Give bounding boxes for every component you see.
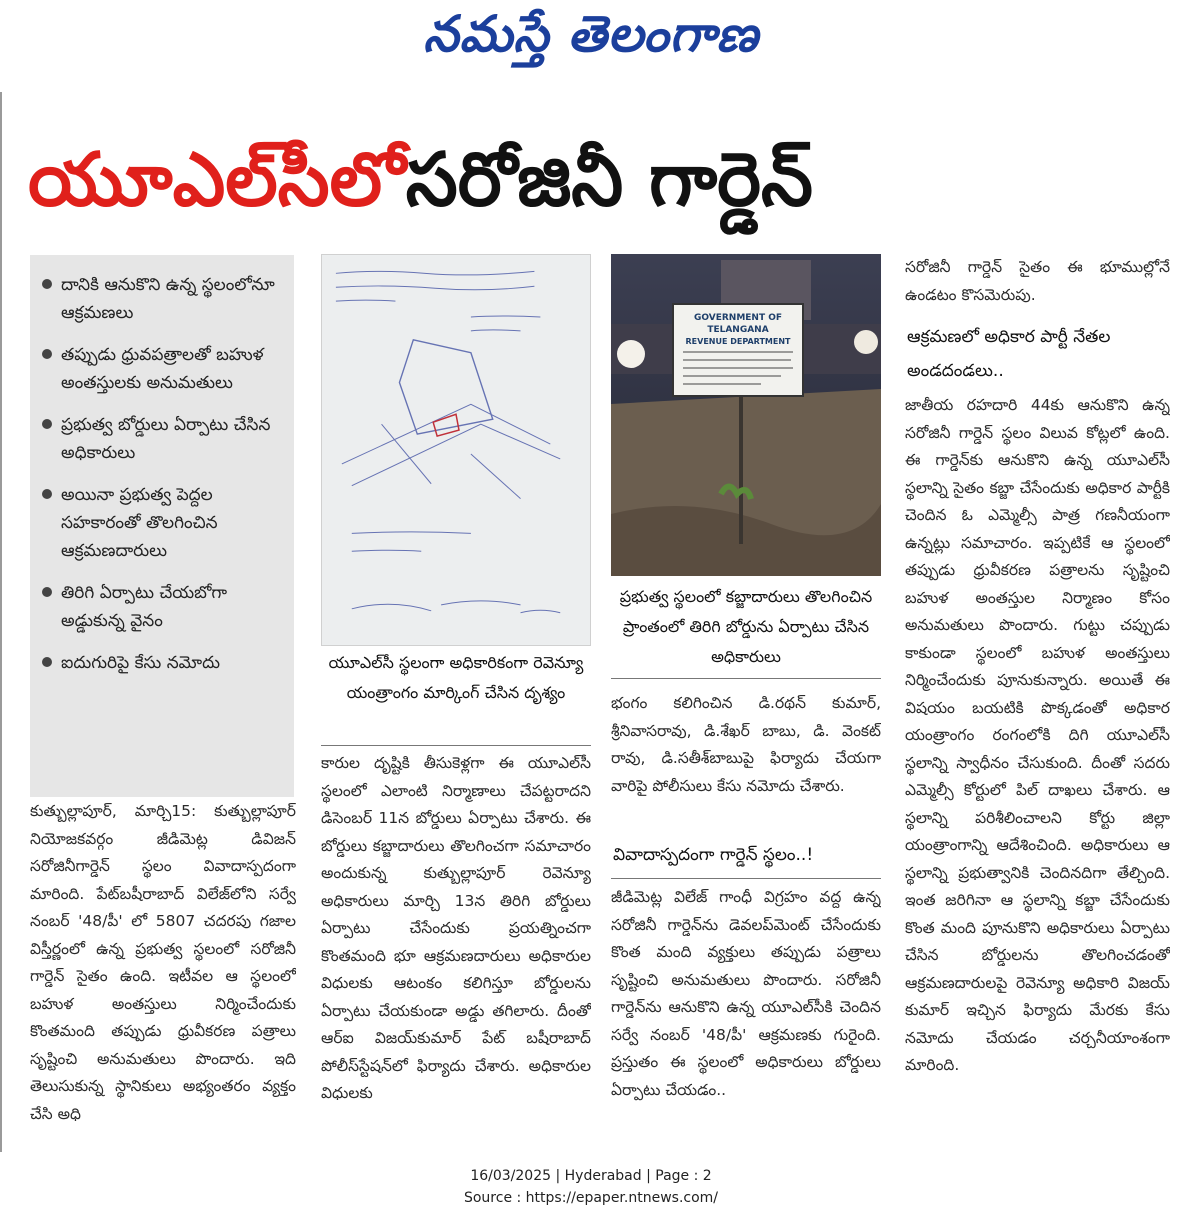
article-text: కారుల దృష్టికి తీసుకెళ్లగా ఈ యూఎల్‌సీ స్థలంలో ఎలాంటి నిర్మాణాలు చేపట్టరాదని డిసెంబర్ 11న బోర్డులు ఏర్పాటు చేశారు. ఈ బోర్డులు కబ్జాదారులు తొలగించగా సమాచారం అందుకున్న కుత్బుల్లాపూర్ రెవెన్యూ అధికారులు మార్చి 13న తిరిగి బోర్డులు ఏర్పాటు చేసేందుకు ప్రయత్నించగా కొంతమంది భూ ఆక్రమణదారులు అధికారుల విధులకు ఆటంకం కలిగిస్తూ బోర్డులను ఏర్పాటు చేయకుండా అడ్డు తగిలారు. దీంతో ఆర్‌ఐ విజయ్‌కుమార్ పేట్ బషీరాబాద్ పోలీస్‌స్టేషన్‌లో ఫిర్యాదు చేశారు. అధికారుల విధులకు — [321, 754, 591, 1102]
article-column-3b — [611, 884, 881, 1146]
article-text: జాతీయ రహదారి 44కు ఆనుకొని ఉన్న సరోజినీ గార్డెన్ స్థలం విలువ కోట్లలో ఉంది. ఈ గార్డెన్‌కు ఆనుకొని ఉన్న యూఎల్‌సీ స్థలాన్ని సైతం కబ్జా చేసేందుకు అధికార పార్టీకి చెందిన ఓ ఎమ్మెల్సీ పాత్ర గణనీయంగా ఉన్నట్లు సమాచారం. ఇప్పటికే ఆ స్థలంలో తప్పుడు ధ్రువీకరణ పత్రాలను సృష్టించి బహుళ అంతస్తుల నిర్మాణం కోసం అనుమతులు పొందారు. గుట్టు చప్పుడు కాకుండా స్థలంలో బహుళ అంతస్తులు నిర్మించేందుకు పూనుకున్నారు. అయితే ఈ విషయం బయటికి పొక్కడంతో అధికార యంత్రాంగం రంగంలోకి దిగి యూఎల్‌సీ స్థలాన్ని స్వాధీనం చేసుకుంది. దీంతో సదరు ఎమ్మెల్సీ కోర్టులో పిల్ దాఖలు చేశారు. ఆ స్థలాన్ని పరిశీలించాలని కోర్టు జిల్లా యంత్రాంగాన్ని ఆదేశించింది. అధికారులు ఆ స్థలాన్ని ప్రభుత్వానికి చెందినదిగా తేల్చింది. ఇంత జరిగినా ఆ స్థలాన్ని కబ్జా చేసేందుకు కొంత మంది పూనుకొని అధికారులు ఏర్పాటు చేసిన బోర్డులను తొలగించడంతో ఆక్రమణదారులపై రెవెన్యూ అధికారి విజయ్ కుమార్ ఇచ్చిన ఫిర్యాదు మేరకు కేసు నమోదు చేయడం చర్చనీయాంశంగా మారింది. — [905, 396, 1170, 1074]
board-line-2: TELANGANA — [707, 325, 769, 335]
footer-source-line: Source : https://epaper.ntnews.com/ — [463, 1190, 719, 1206]
headline — [28, 120, 1168, 240]
photo-caption: ప్రభుత్వ స్థలంలో కబ్జాదారులు తొలగించిన ప్రాంతంలో తిరిగి బోర్డును ఏర్పాటు చేసిన అధికారులు — [619, 587, 873, 666]
bullet-icon — [42, 657, 52, 667]
article-text: భంగం కలిగించిన డి.రథన్ కుమార్, శ్రీనివాసరావు, డి.శేఖర్ బాబు, డి. వెంకట్ రావు, డి.సతీశ్‌బాబుపై ఫిర్యాదు చేయగా వారిపై పోలీసులు కేసు నమోదు చేశారు. — [611, 694, 881, 795]
article-text: కుత్బుల్లాపూర్, మార్చి15: కుత్బుల్లాపూర్ నియోజకవర్గం జీడిమెట్ల డివిజన్ సరోజినీగార్డెన్ స్థలం వివాదాస్పదంగా మారింది. పేట్‌బషీరాబాద్ విలేజ్‌లోని సర్వే నంబర్ '48/పీ' లో 5807 చదరపు గజాల విస్తీర్ణంలో ఉన్న ప్రభుత్వ స్థలంలో సరోజినీ గార్డెన్ సైతం ఉంది. ఇటీవల ఆ స్థలంలో బహుళ అంతస్తులు నిర్మించేందుకు కొంతమంది తప్పుడు ధ్రువీకరణ పత్రాలు సృష్టించి అనుమతులు పొందారు. ఇది తెలుసుకున్న స్థానికులు అభ్యంతరం వ్యక్తం చేసి అధి — [30, 802, 296, 1123]
headline-black-part: సరోజినీ గార్డెన్ — [405, 137, 813, 223]
board-line-3: REVENUE DEPARTMENT — [685, 337, 791, 346]
newspaper-logo: నమస్తే తెలంగాణ — [423, 4, 759, 63]
highlight-item: అయినా ప్రభుత్వ పెద్దల సహకారంతో తొలగించిన ఆక్రమణదారులు — [42, 481, 284, 565]
article-column-3a — [611, 690, 881, 830]
subhead-divider — [611, 878, 881, 879]
headline-red-part: యూఎల్‌సీలో — [28, 137, 406, 223]
bullet-icon — [42, 419, 52, 429]
highlight-item: తిరిగి ఏర్పాటు చేయబోగా అడ్డుకున్న వైనం — [42, 579, 284, 635]
article-column-1 — [30, 798, 296, 1148]
article-column-4b — [905, 392, 1170, 1144]
article-column-2 — [321, 750, 591, 1145]
caption-divider — [321, 745, 591, 746]
highlights-box — [30, 255, 294, 797]
bullet-icon — [42, 349, 52, 359]
revenue-board-photo — [611, 254, 881, 576]
highlight-item: ఐదుగురిపై కేసు నమోదు — [42, 649, 284, 677]
page-footer — [0, 1165, 1182, 1209]
bullet-icon — [42, 587, 52, 597]
article-column-4a — [905, 254, 1170, 314]
night-site-scene — [611, 254, 881, 576]
survey-sketch-image — [321, 254, 591, 646]
highlight-item: తప్పుడు ధ్రువపత్రాలతో బహుళ అంతస్తులకు అనుమతులు — [42, 341, 284, 397]
sketch-caption: యూఎల్‌సీ స్థలంగా అధికారికంగా రెవెన్యూ యంత్రాంగం మార్కింగ్ చేసిన దృశ్యం — [328, 653, 584, 702]
masthead — [0, 0, 1182, 80]
subhead-garden-dispute: వివాదాస్పదంగా గార్డెన్ స్థలం..! — [613, 845, 814, 865]
caption-divider — [611, 678, 881, 679]
bullet-icon — [42, 279, 52, 289]
subhead-ruling-party: ఆక్రమణలో అధికార పార్టీ నేతల అండదండలు.. — [907, 327, 1111, 381]
highlight-item: దానికి ఆనుకొని ఉన్న స్థలంలోనూ ఆక్రమణలు — [42, 271, 284, 327]
board-line-1: GOVERNMENT OF — [693, 313, 783, 323]
bullet-icon — [42, 489, 52, 499]
highlight-item: ప్రభుత్వ బోర్డులు ఏర్పాటు చేసిన అధికారులు — [42, 411, 284, 467]
survey-sketch-drawing — [322, 255, 590, 645]
article-text: జీడిమెట్ల విలేజ్ గాంధీ విగ్రహం వద్ద ఉన్న సరోజినీ గార్డెన్‌ను డెవలప్‌మెంట్ చేసేందుకు కొంత మంది వ్యక్తులు తప్పుడు పత్రాలు సృష్టించి అనుమతులు పొందారు. సరోజినీ గార్డెన్‌ను ఆనుకొని ఉన్న యూఎల్‌సీకి చెందిన సర్వే నంబర్ '48/పీ' ఆక్రమణకు గురైంది. ప్రస్తుతం ఈ స్థలంలో అధికారులు బోర్డులు ఏర్పాటు చేయడం.. — [611, 888, 881, 1099]
left-margin-rule — [0, 92, 2, 1152]
article-text: సరోజినీ గార్డెన్ సైతం ఈ భూముల్లోనే ఉండటం కొసమెరుపు. — [905, 258, 1170, 304]
footer-date-line: 16/03/2025 | Hyderabad | Page : 2 — [470, 1168, 712, 1184]
